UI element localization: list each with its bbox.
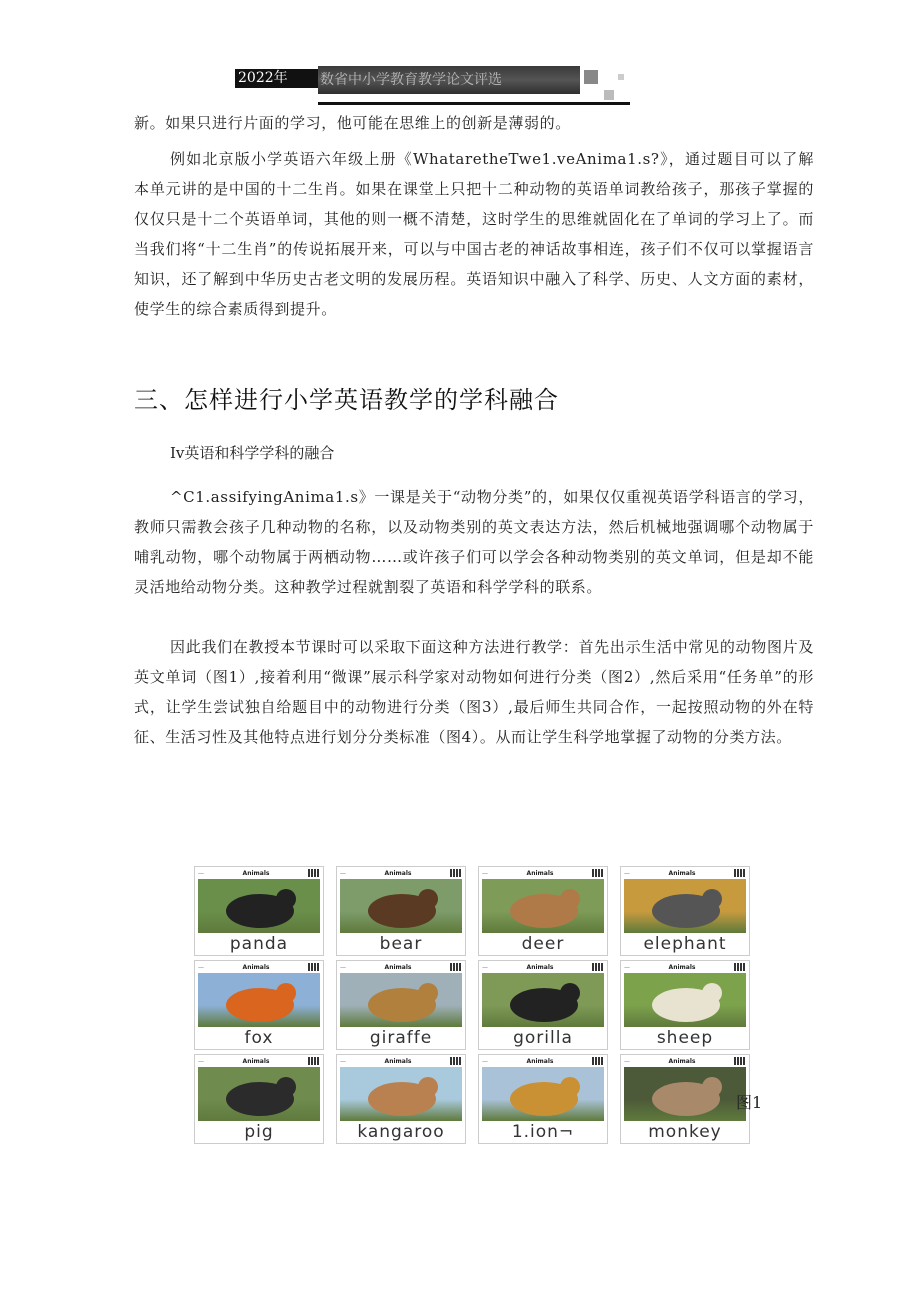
paragraph-intro: 新。如果只进行片面的学习，他可能在思维上的创新是薄弱的。 [134,114,571,132]
animal-photo [198,973,320,1027]
animal-word: panda [229,934,289,954]
animal-photo [198,879,320,933]
animal-photo [340,879,462,933]
card-level-badge: — [340,963,346,971]
qr-code-icon [592,963,604,971]
card-level-badge: — [340,869,346,877]
animal-word: 1.ion¬ [511,1122,575,1142]
page-header [232,66,632,106]
card-level-badge: — [482,869,488,877]
animal-card [620,960,750,1050]
animal-card [194,866,324,956]
animal-silhouette [340,973,462,1027]
qr-code-icon [308,1057,320,1065]
header-decor-square [584,70,598,84]
qr-code-icon [450,869,462,877]
animal-card [336,1054,466,1144]
header-title: 数省中小学教育教学论文评选 [318,66,580,94]
qr-code-icon [734,1057,746,1065]
card-title: Animals [526,869,554,877]
card-level-badge: — [624,1057,630,1065]
figure-label: 图1 [736,1093,763,1112]
header-decor-square [604,90,614,100]
subsection-title: Iv英语和科学学科的融合 [170,444,335,462]
card-title: Animals [242,1057,270,1065]
animal-card [478,866,608,956]
card-header [479,961,607,973]
card-header [195,961,323,973]
card-level-badge: — [198,1057,204,1065]
card-title: Animals [242,869,270,877]
card-level-badge: — [482,963,488,971]
card-level-badge: — [624,869,630,877]
animal-word: deer [521,934,565,954]
animal-card [336,866,466,956]
card-title: Animals [526,963,554,971]
animal-word: elephant [643,934,727,954]
animal-silhouette [340,1067,462,1121]
card-level-badge: — [198,963,204,971]
paragraph-classifying: ^C1.assifyingAnima1.s》一课是关于“动物分类”的，如果仅仅重视英语学科语言的学习，教师只需教会孩子几种动物的名称，以及动物类别的英文表达方法，然后机械地强调哪个动物属于哺乳动物，哪个动物属于两栖动物……或许孩子们可以学会各种动物类别的英文单词，但是却不能灵活地给动物分类。这种教学过程就割裂了英语和科学学科的联系。 [134,488,814,596]
card-header [337,1055,465,1067]
animal-silhouette [624,1067,746,1121]
animal-word: kangaroo [357,1122,445,1142]
card-title: Animals [384,1057,412,1065]
animal-card [194,960,324,1050]
animal-card [478,960,608,1050]
card-level-badge: — [624,963,630,971]
qr-code-icon [592,869,604,877]
animal-card-grid [194,866,750,1154]
paragraph-method: 因此我们在教授本节课时可以采取下面这种方法进行教学：首先出示生活中常见的动物图片及英文单词（图1）,接着利用“微课”展示科学家对动物如何进行分类（图2）,然后采用“任务单”的形式，让学生尝试独自给题目中的动物进行分类（图3）,最后师生共同合作，一起按照动物的外在特征、生活习性及其他特点进行划分分类标准（图4）。从而让学生科学地掌握了动物的分类方法。 [134,638,814,746]
card-header [479,1055,607,1067]
card-header [337,961,465,973]
qr-code-icon [308,963,320,971]
animal-photo [482,973,604,1027]
animal-word: fox [244,1028,274,1048]
qr-code-icon [450,963,462,971]
animal-card [336,960,466,1050]
animal-photo [482,879,604,933]
card-title: Animals [384,963,412,971]
animal-photo [340,1067,462,1121]
card-level-badge: — [482,1057,488,1065]
card-header [621,867,749,879]
animal-photo [198,1067,320,1121]
animal-card [478,1054,608,1144]
animal-card [194,1054,324,1144]
header-year: 2022年 [235,69,318,88]
qr-code-icon [592,1057,604,1065]
card-title: Animals [668,963,696,971]
card-header [337,867,465,879]
animal-silhouette [198,1067,320,1121]
card-header [479,867,607,879]
card-title: Animals [668,869,696,877]
qr-code-icon [308,869,320,877]
card-header [621,1055,749,1067]
card-title: Animals [384,869,412,877]
header-rule [318,102,630,105]
animal-silhouette [198,973,320,1027]
animal-silhouette [198,879,320,933]
card-level-badge: — [198,869,204,877]
animal-photo [624,1067,746,1121]
animal-photo [482,1067,604,1121]
animal-card [620,1054,750,1144]
animal-silhouette [482,1067,604,1121]
animal-silhouette [340,879,462,933]
animal-silhouette [624,879,746,933]
card-header [195,1055,323,1067]
paragraph-example: 例如北京版小学英语六年级上册《WhataretheTwe1.veAnima1.s?》，通过题目可以了解本单元讲的是中国的十二生肖。如果在课堂上只把十二种动物的英语单词教给孩子，那孩子掌握的仅仅只是十二个英语单词，其他的则一概不清楚，这时学生的思维就固化在了单词的学习上了。而当我们将“十二生肖”的传说拓展开来，可以与中国古老的神话故事相连，孩子们不仅可以掌握语言知识，还了解到中华历史古老文明的发展历程。英语知识中融入了科学、历史、人文方面的素材，使学生的综合素质得到提升。 [134,150,814,318]
animal-silhouette [624,973,746,1027]
animal-silhouette [482,879,604,933]
qr-code-icon [450,1057,462,1065]
card-title: Animals [242,963,270,971]
card-title: Animals [526,1057,554,1065]
card-header [195,867,323,879]
card-title: Animals [668,1057,696,1065]
animal-silhouette [482,973,604,1027]
card-level-badge: — [340,1057,346,1065]
animal-word: pig [244,1122,274,1142]
animal-photo [624,973,746,1027]
animal-word: bear [379,934,423,954]
qr-code-icon [734,869,746,877]
animal-word: sheep [656,1028,714,1048]
animal-photo [624,879,746,933]
animal-word: monkey [648,1122,722,1142]
animal-word: giraffe [369,1028,433,1048]
animal-word: gorilla [513,1028,573,1048]
qr-code-icon [734,963,746,971]
animal-photo [340,973,462,1027]
header-decor-square [618,74,624,80]
card-header [621,961,749,973]
section-title: 三、怎样进行小学英语教学的学科融合 [134,386,559,414]
animal-card [620,866,750,956]
